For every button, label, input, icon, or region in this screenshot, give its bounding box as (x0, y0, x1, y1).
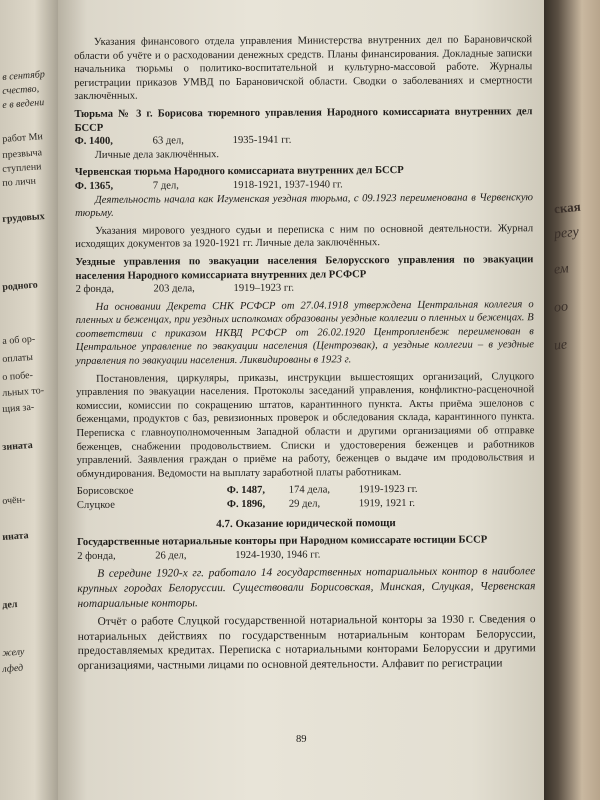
left-margin-fragment: оплаты (2, 351, 34, 365)
notary-title: Государственные нотариальные конторы при Народном комиссарате юстиции БССР (77, 534, 488, 549)
page-content (74, 33, 536, 673)
left-margin-fragment: ступлени (2, 161, 42, 175)
left-margin-fragment: лфед (2, 662, 24, 675)
background-handwriting-fragment: регу (553, 224, 580, 243)
fond-number: Ф. 1365, (74, 180, 114, 192)
year-range: 1918-1921, 1937-1940 гг. (232, 179, 343, 191)
evacuation-history: На основании Декрета СНК РСФСР от 27.04.1918 утверждена Центральная коллегия о пленных и беженцах, при уездных исполкомах образованы уездные коллегии о пленных и беженцах. В соответствии с приказом НКВД РСФСР от 26.02.1920 Центропленбеж переименован в Центральное управление по эвакуации населения (Центроэвак), а уездные коллегии – в уездные управления по эвакуации населения. Ликвидированы в 1923 г. (75, 298, 534, 368)
background-handwriting-fragment: оо (553, 299, 569, 316)
file-count: 63 дел, (152, 135, 184, 147)
notary-description: Отчёт о работе Слуцкой государственной нотариальной конторы за 1930 г. Сведения о нотариальных действиях по государственным нотариальным конторам Белоруссии, предоставляемых кредитах. Переписка с нотариальными конторами Белоруссии и другими организациями, частными лицами по основной деятельности. Алфавит по регистрации (77, 613, 536, 672)
left-margin-fragment: презвыча (2, 147, 43, 161)
left-margin-fragment: в сентябр (2, 69, 46, 83)
file-count: 26 дел, (155, 550, 187, 562)
cherven-history: Деятельность начала как Игуменская уездная тюрьма, с 09.1923 переименована в Червенскую тюрьму. (75, 191, 534, 220)
left-margin-fragment: грудовых (2, 211, 46, 225)
year-range: 1919-1923 гг. (358, 484, 418, 496)
file-count: 7 дел, (152, 180, 179, 192)
year-range: 1919, 1921 г. (358, 497, 416, 510)
evacuation-title: Уездные управления по эвакуации населения Белорусского управления по эвакуации населения Народного комиссариата внутренних дел РСФСР (75, 254, 534, 282)
file-count: 203 дела, (153, 283, 195, 295)
file-count: 29 дел, (288, 498, 321, 510)
background-handwriting-fragment: ем (553, 261, 570, 278)
left-margin-fragment: о побе- (2, 369, 34, 383)
left-margin-fragment: ината (2, 530, 30, 543)
left-margin-fragment: льных то- (2, 385, 45, 399)
office-name: Слуцкое (76, 499, 115, 511)
left-margin-fragment: работ Ми (2, 131, 44, 145)
cherven-description: Указания мирового уездного судьи и переписка с ним по основной деятельности. Журнал исходящих документов за 1920-1921 гг. Личные дела заключённых. (75, 222, 534, 251)
left-margin-fragment: счество, (2, 83, 40, 97)
notary-history: В середине 1920-х гг. работало 14 государственных нотариальных контор в наиболее крупных городах Белоруссии. Существовали Борисовская, Минская, Слуцкая, Червенская нотариальные конторы. (77, 565, 536, 610)
fond-number: Ф. 1400, (74, 135, 113, 148)
left-margin-fragment: желу (2, 646, 25, 659)
intro-paragraph: Указания финансового отдела управления Министерства внутренних дел по Барановичской области об учёте и о расходовании денежных средств. Планы финансирования. Докладные записки начальника тюрьмы о политико-воспитательной и культурно-массовой работе. Журналы регистрации приказов УМВД по Барановичской области. Сводки о заболеваниях и смертности заключённых. (74, 34, 533, 103)
page-number: 89 (296, 734, 307, 745)
left-margin-fragment: по личн (2, 175, 37, 189)
year-range: 1935-1941 гг. (232, 134, 292, 147)
background-handwriting-fragment: ие (553, 337, 568, 354)
year-range: 1924-1930, 1946 гг. (235, 549, 321, 561)
left-page-edge (0, 0, 58, 800)
left-margin-fragment: зината (2, 439, 34, 453)
fond-count: 2 фонда, (75, 283, 115, 296)
borisov-prison-title: Тюрьма № 3 г. Борисова тюремного управления Народного комиссариата внутренних дел БССР (74, 106, 533, 134)
right-background-document (540, 0, 600, 800)
fond-number: Ф. 1487, (226, 485, 266, 497)
evacuation-row-slutsk (77, 496, 535, 512)
book-page (58, 0, 544, 800)
fond-number: Ф. 1896, (226, 498, 266, 511)
file-count: 174 дела, (288, 484, 331, 497)
left-margin-fragment: родного (2, 279, 39, 293)
section-title: 4.7. Оказание юридической помощи (216, 516, 396, 530)
borisov-description: Личные дела заключённых. (94, 148, 220, 161)
left-margin-fragment: щия за- (2, 401, 35, 415)
left-margin-fragment: а об ор- (2, 333, 36, 347)
left-margin-fragment: дел (2, 598, 18, 611)
evacuation-description: Постановления, циркуляры, приказы, инструкции вышестоящих организаций, Слуцкого управления по эвакуации населения. Протоколы заседаний управления, конфликтно-расценочной комиссии, комиссии по сокращению штатов, карантинного пункта. Акты приёма эшелонов с беженцами, продуктов с баз, ревизионных проверок и обследования склада, карантинного пункта. Переписка с главноуполномоченным Западной области и другими организациями об отправке беженцев, снабжении продовольствием. Списки и удостоверения беженцев и работников управлений. Заявления граждан о приёме на работу, беженцев о выдаче им продовольствия и обмундирования. Ведомости на выплату заработной платы работникам. (76, 370, 535, 480)
left-margin-fragment: е в ведени (2, 97, 45, 111)
office-name: Борисовское (76, 486, 134, 498)
left-margin-fragment: очён- (2, 494, 26, 507)
year-range: 1919–1923 гг. (233, 282, 295, 295)
cherven-prison-title: Червенская тюрьма Народного комиссариата внутренних дел БССР (74, 165, 404, 179)
fond-count: 2 фонда, (77, 550, 116, 562)
background-handwriting-fragment: ская (553, 198, 582, 217)
